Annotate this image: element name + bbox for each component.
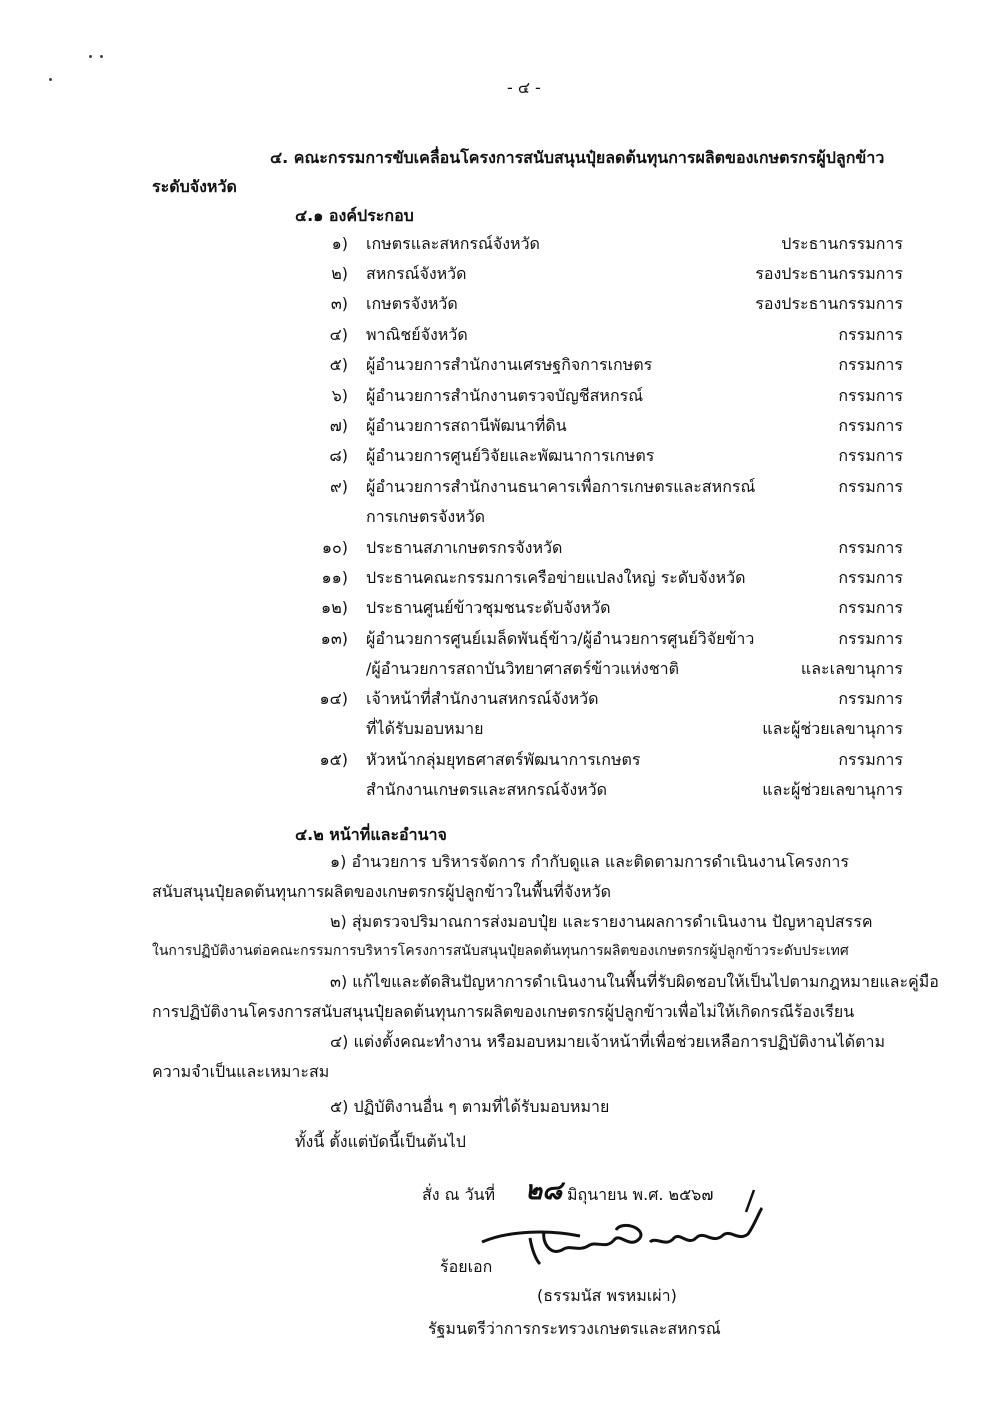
- member-role-cont: และผู้ช่วยเลขานุการ: [762, 780, 903, 799]
- member-role: กรรมการ: [838, 598, 903, 617]
- member-number: ๑๒): [321, 598, 348, 617]
- section-heading: ๔. คณะกรรมการขับเคลื่อนโครงการสนับสนุนปุ๋ยลดต้นทุนการผลิตของเกษตรกรผู้ปลูกข้าว: [270, 148, 885, 167]
- member-name: ประธานคณะกรรมการเครือข่ายแปลงใหญ่ ระดับจังหวัด: [366, 568, 746, 587]
- duty-item: ๔) แต่งตั้งคณะทำงาน หรือมอบหมายเจ้าหน้าที่เพื่อช่วยเหลือการปฏิบัติงานได้ตาม: [330, 1032, 886, 1051]
- member-name: พาณิชย์จังหวัด: [366, 325, 468, 344]
- scan-speck: [49, 78, 52, 81]
- member-role: กรรมการ: [838, 446, 903, 465]
- order-date-day: ๒๘: [525, 1176, 563, 1206]
- duty-item-cont: การปฏิบัติงานโครงการสนับสนุนปุ๋ยลดต้นทุนการผลิตของเกษตรกรผู้ปลูกข้าวเพื่อไม่ให้เกิดกรณีร้องเรียน: [152, 1002, 855, 1021]
- member-role: กรรมการ: [838, 629, 903, 648]
- member-role: กรรมการ: [838, 750, 903, 769]
- member-number: ๙): [330, 477, 348, 496]
- member-number: ๒): [331, 264, 348, 283]
- duty-item: ๕) ปฏิบัติงานอื่น ๆ ตามที่ได้รับมอบหมาย: [330, 1097, 610, 1116]
- member-number: ๑๔): [319, 689, 348, 708]
- member-name: ประธานสภาเกษตรกรจังหวัด: [366, 538, 563, 557]
- signer-name: (ธรรมนัส พรหมเผ่า): [537, 1286, 677, 1305]
- signer-rank: ร้อยเอก: [440, 1257, 493, 1276]
- member-number: ๔): [329, 325, 348, 344]
- member-number: ๑๕): [319, 750, 348, 769]
- duty-item-cont: ในการปฏิบัติงานต่อคณะกรรมการบริหารโครงการสนับสนุนปุ๋ยลดต้นทุนการผลิตของเกษตรกรผู้ปลูกข้าวระดับประเทศ: [152, 943, 849, 959]
- member-name: ผู้อำนวยการศูนย์วิจัยและพัฒนาการเกษตร: [366, 446, 655, 465]
- member-number: ๑): [331, 234, 348, 253]
- member-role: กรรมการ: [838, 386, 903, 405]
- member-name: หัวหน้ากลุ่มยุทธศาสตร์พัฒนาการเกษตร: [366, 750, 641, 769]
- duty-item: ๑) อำนวยการ บริหารจัดการ กำกับดูแล และติดตามการดำเนินงานโครงการ: [330, 852, 849, 871]
- member-number: ๓): [330, 294, 348, 313]
- member-role: กรรมการ: [838, 568, 903, 587]
- member-role-cont: และเลขานุการ: [800, 659, 903, 678]
- member-name: เจ้าหน้าที่สำนักงานสหกรณ์จังหวัด: [366, 689, 599, 708]
- member-role: กรรมการ: [838, 325, 903, 344]
- member-role: กรรมการ: [838, 416, 903, 435]
- signer-position: รัฐมนตรีว่าการกระทรวงเกษตรและสหกรณ์: [428, 1319, 721, 1338]
- subsection-title-composition: ๔.๑ องค์ประกอบ: [295, 206, 414, 225]
- scan-speck: [89, 55, 92, 58]
- member-role: กรรมการ: [838, 477, 903, 496]
- subsection-title-duties: ๔.๒ หน้าที่และอำนาจ: [295, 825, 447, 844]
- handwritten-signature: [470, 1180, 770, 1280]
- member-name: เกษตรจังหวัด: [366, 294, 458, 313]
- member-name-cont: ที่ได้รับมอบหมาย: [366, 719, 484, 738]
- member-name: ผู้อำนวยการสำนักงานธนาคารเพื่อการเกษตรและสหกรณ์: [366, 477, 756, 496]
- member-number: ๑๓): [320, 629, 348, 648]
- member-name: ผู้อำนวยการสำนักงานตรวจบัญชีสหกรณ์: [366, 386, 644, 405]
- member-number: ๑๐): [321, 538, 348, 557]
- member-name: ผู้อำนวยการสถานีพัฒนาที่ดิน: [366, 416, 567, 435]
- duty-item-cont: สนับสนุนปุ๋ยลดต้นทุนการผลิตของเกษตรกรผู้ปลูกข้าวในพื้นที่จังหวัด: [152, 882, 612, 901]
- member-role: ประธานกรรมการ: [781, 234, 903, 253]
- member-role: กรรมการ: [838, 689, 903, 708]
- member-number: ๗): [329, 416, 348, 435]
- duty-item: ๒) สุ่มตรวจปริมาณการส่งมอบปุ๋ย และรายงานผลการดำเนินงาน ปัญหาอุปสรรค: [330, 912, 873, 931]
- member-role: รองประธานกรรมการ: [755, 264, 903, 283]
- member-name: ประธานศูนย์ข้าวชุมชนระดับจังหวัด: [366, 598, 611, 617]
- member-number: ๘): [329, 446, 348, 465]
- scan-speck: [100, 55, 103, 58]
- duty-item: ๓) แก้ไขและตัดสินปัญหาการดำเนินงานในพื้นที่รับผิดชอบให้เป็นไปตามกฎหมายและคู่มือ: [330, 972, 939, 991]
- member-role: กรรมการ: [838, 355, 903, 374]
- page-number: - ๔ -: [507, 78, 541, 97]
- member-role: รองประธานกรรมการ: [755, 294, 903, 313]
- member-role: กรรมการ: [838, 538, 903, 557]
- member-role-cont: และผู้ช่วยเลขานุการ: [762, 719, 903, 738]
- member-number: ๖): [331, 386, 348, 405]
- member-name: ผู้อำนวยการศูนย์เมล็ดพันธุ์ข้าว/ผู้อำนวยการศูนย์วิจัยข้าว: [366, 629, 755, 648]
- member-name-cont: /ผู้อำนวยการสถาบันวิทยาศาสตร์ข้าวแห่งชาติ: [366, 659, 680, 678]
- member-number: ๕): [329, 355, 348, 374]
- member-name: เกษตรและสหกรณ์จังหวัด: [366, 234, 540, 253]
- order-date-suffix: มิถุนายน พ.ศ. ๒๕๖๗: [567, 1185, 714, 1204]
- member-name-cont: การเกษตรจังหวัด: [366, 507, 486, 526]
- member-name: ผู้อำนวยการสำนักงานเศรษฐกิจการเกษตร: [366, 355, 653, 374]
- closing-text: ทั้งนี้ ตั้งแต่บัดนี้เป็นต้นไป: [295, 1132, 466, 1151]
- member-name-cont: สำนักงานเกษตรและสหกรณ์จังหวัด: [366, 780, 608, 799]
- order-date-prefix: สั่ง ณ วันที่: [422, 1185, 496, 1204]
- section-heading-cont: ระดับจังหวัด: [152, 177, 237, 196]
- duty-item-cont: ความจำเป็นและเหมาะสม: [152, 1062, 330, 1081]
- member-number: ๑๑): [321, 568, 348, 587]
- member-name: สหกรณ์จังหวัด: [366, 264, 467, 283]
